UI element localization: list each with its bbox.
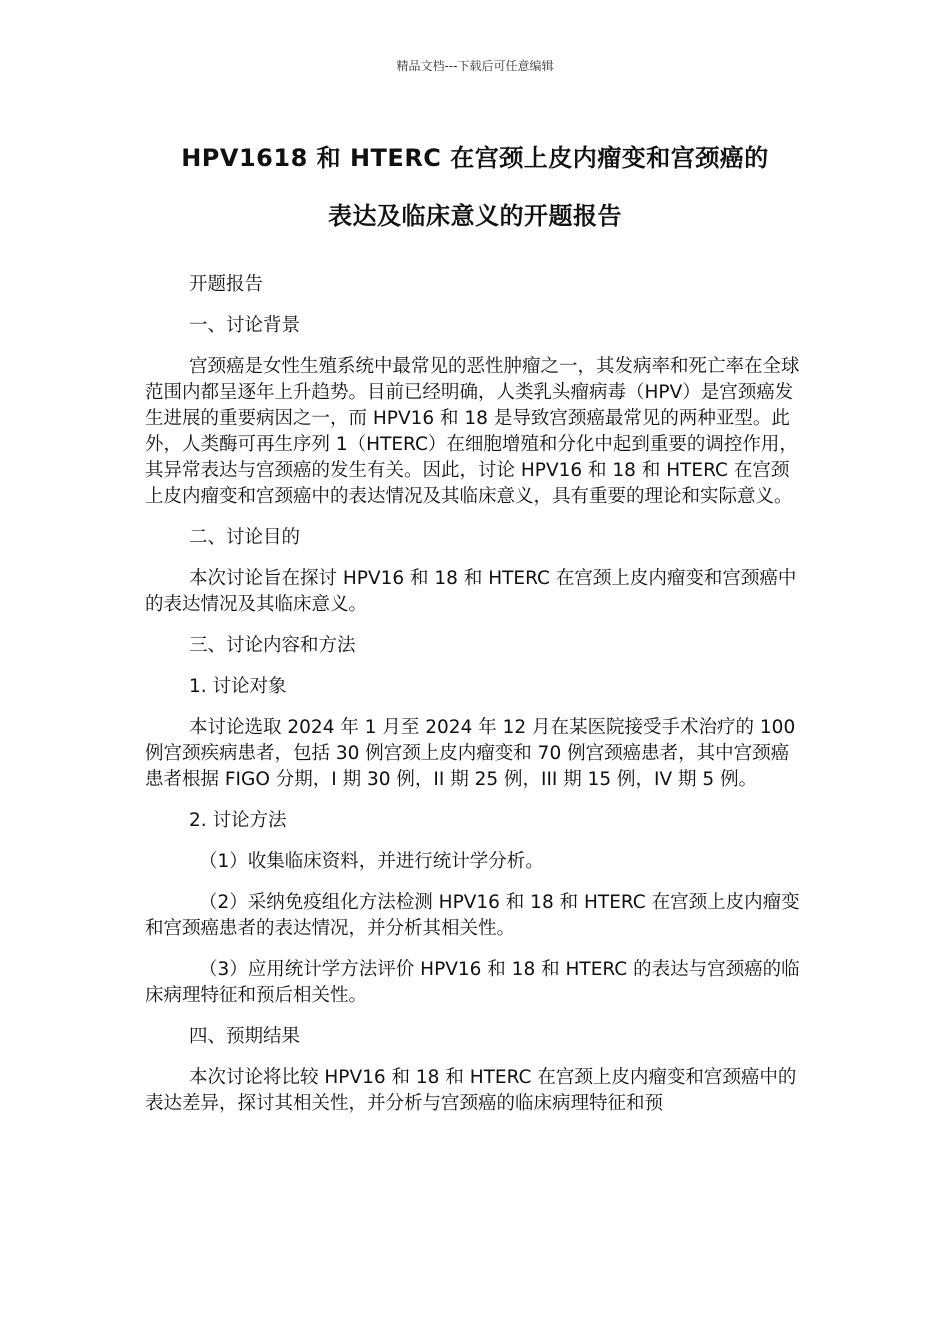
page-header-note: 精品文档---下载后可任意编辑 (396, 59, 554, 73)
paragraph-subjects: 本讨论选取 2024 年 1 月至 2024 年 12 月在某医院接受手术治疗的 100 例宫颈疾病患者，包括 30 例宫颈上皮内瘤变和 70 例宫颈癌患者，其中宫颈癌患者根据 FIGO 分期，I 期 30 例，II 期 25 例，III 期 15 例，IV 期 5 例。 (145, 717, 796, 790)
method-item-1: （1）收集临床资料，并进行统计学分析。 (199, 851, 544, 872)
heading-purpose: 二、讨论目的 (189, 527, 301, 548)
paragraph-purpose: 本次讨论旨在探讨 HPV16 和 18 和 HTERC 在宫颈上皮内瘤变和宫颈癌中的表达情况及其临床意义。 (145, 568, 797, 615)
document-title-line-2: 表达及临床意义的开题报告 (328, 202, 622, 230)
method-item-2: （2）采纳免疫组化方法检测 HPV16 和 18 和 HTERC 在宫颈上皮内瘤变和宫颈癌患者的表达情况，并分析其相关性。 (145, 892, 800, 939)
document-title-line-1: HPV1618 和 HTERC 在宫颈上皮内瘤变和宫颈癌的 (181, 144, 769, 172)
paragraph-background: 宫颈癌是女性生殖系统中最常见的恶性肿瘤之一，其发病率和死亡率在全球范围内都呈逐年上升趋势。目前已经明确，人类乳头瘤病毒（HPV）是宫颈癌发生进展的重要病因之一，而 HPV16 和 18 是导致宫颈癌最常见的两种亚型。此外，人类酶可再生序列 1（HTERC）在细胞增殖和分化中起到重要的调控作用，其异常表达与宫颈癌的发生有关。因此，讨论 HPV16 和 18 和 HTERC 在宫颈上皮内瘤变和宫颈癌中的表达情况及其临床意义，具有重要的理论和实际意义。 (145, 356, 800, 507)
document-body (145, 272, 805, 1132)
method-item-3: （3）应用统计学方法评价 HPV16 和 18 和 HTERC 的表达与宫颈癌的临床病理特征和预后相关性。 (145, 959, 800, 1006)
subheading-methods: 2. 讨论方法 (189, 810, 287, 831)
heading-content-methods: 三、讨论内容和方法 (189, 635, 356, 656)
section-label-report: 开题报告 (189, 274, 264, 295)
paragraph-expected-results: 本次讨论将比较 HPV16 和 18 和 HTERC 在宫颈上皮内瘤变和宫颈癌中的表达差异，探讨其相关性，并分析与宫颈癌的临床病理特征和预 (145, 1067, 797, 1114)
heading-expected-results: 四、预期结果 (189, 1026, 301, 1047)
heading-background: 一、讨论背景 (189, 315, 301, 336)
subheading-subjects: 1. 讨论对象 (189, 676, 287, 697)
